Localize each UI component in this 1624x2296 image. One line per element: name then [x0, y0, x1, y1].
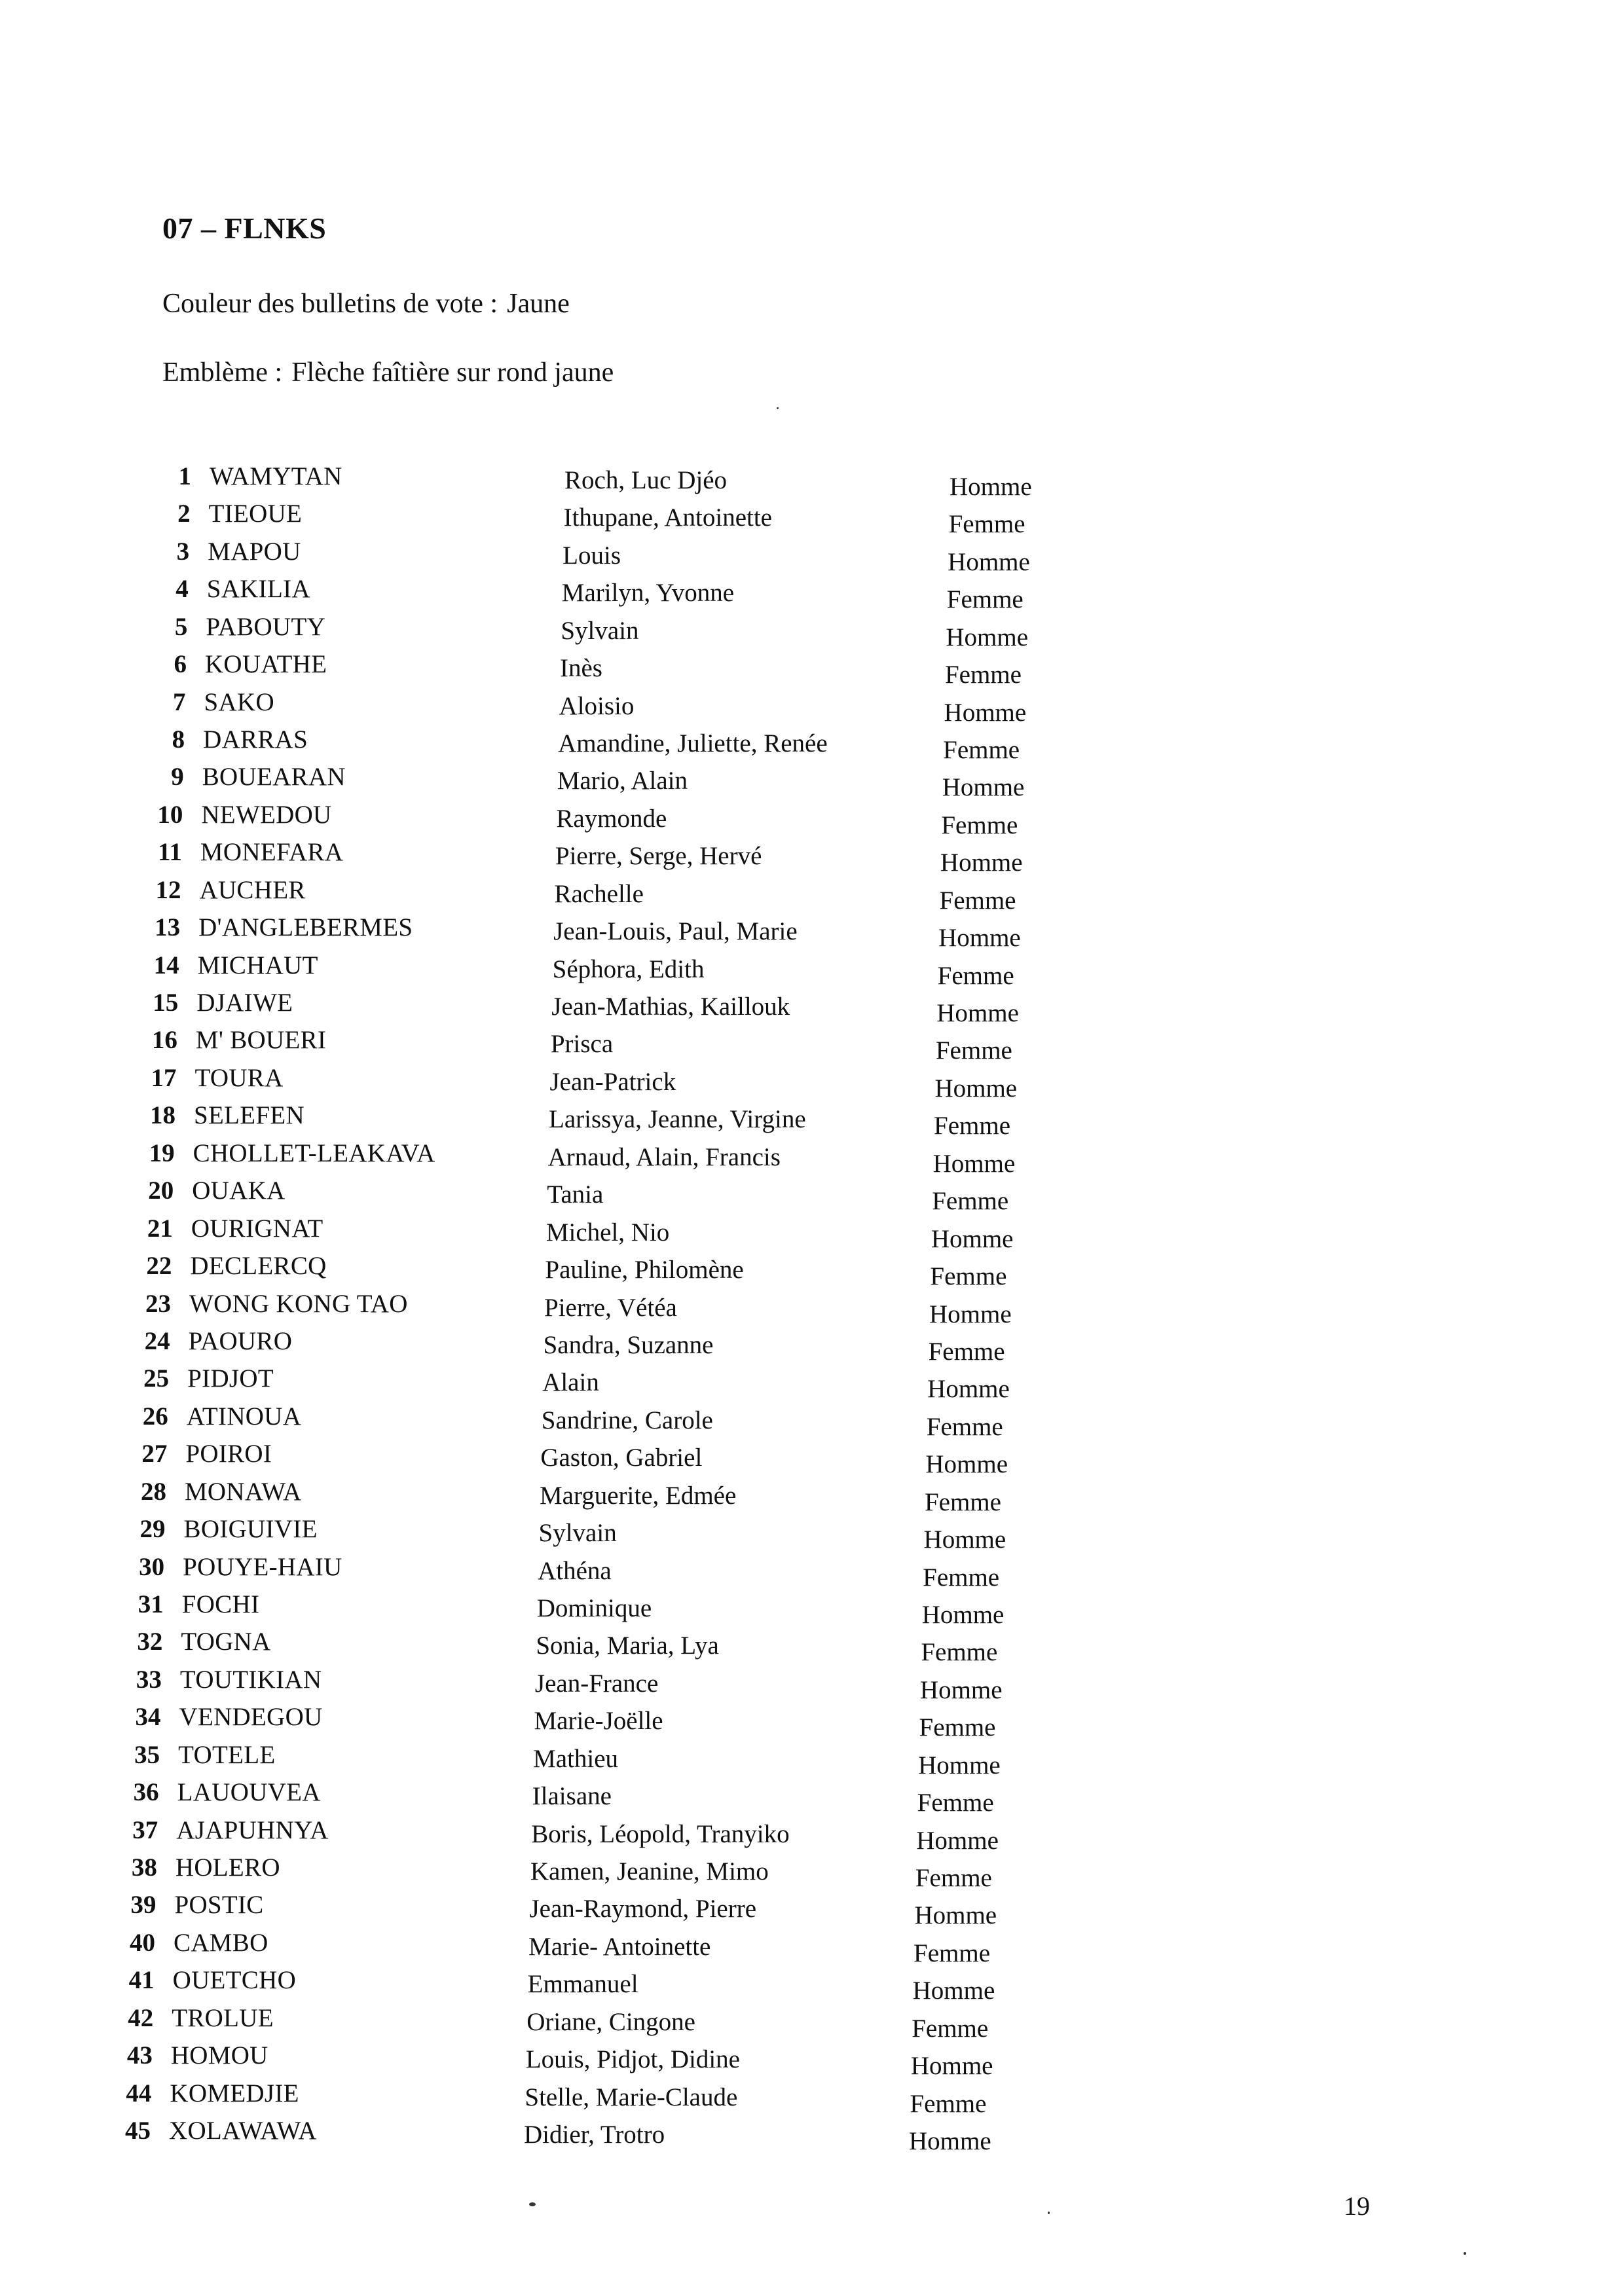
candidate-number: 11: [158, 838, 182, 867]
candidate-firstnames: Arnaud, Alain, Francis: [547, 1142, 781, 1171]
candidate-firstnames: Michel, Nio: [545, 1218, 670, 1247]
candidate-number: 17: [151, 1063, 177, 1092]
candidate-surname: KOMEDJIE: [170, 2079, 299, 2107]
candidate-surname: MONAWA: [184, 1477, 302, 1506]
candidate-number: 7: [173, 687, 186, 716]
candidate-number: 10: [157, 800, 183, 829]
candidate-gender: Femme: [910, 2089, 987, 2118]
candidate-firstnames: Raymonde: [556, 804, 667, 833]
candidate-number: 12: [155, 875, 181, 904]
candidate-gender: Femme: [923, 1563, 1000, 1592]
candidate-gender: Homme: [923, 1525, 1006, 1554]
candidate-number: 34: [135, 1703, 161, 1732]
candidate-firstnames: Sandra, Suzanne: [543, 1330, 714, 1359]
candidate-firstnames: Ilaisane: [532, 1782, 612, 1811]
candidate-surname: TROLUE: [172, 2003, 274, 2032]
candidate-firstnames: Stelle, Marie-Claude: [525, 2083, 738, 2111]
candidate-firstnames: Louis: [563, 541, 621, 570]
candidate-firstnames: Pierre, Vétéa: [544, 1293, 677, 1322]
candidate-gender: Femme: [934, 1112, 1011, 1140]
candidate-number: 42: [128, 2003, 154, 2032]
candidate-number: 3: [176, 537, 190, 566]
candidate-surname: OUAKA: [192, 1176, 286, 1205]
candidate-surname: DECLERCQ: [190, 1252, 327, 1281]
candidate-surname: TIEOUE: [208, 500, 303, 528]
candidate-surname: TOURA: [194, 1063, 284, 1092]
ballot-color-value: Jaune: [507, 289, 570, 319]
candidate-number: 25: [143, 1364, 170, 1393]
candidate-surname: WAMYTAN: [210, 462, 342, 490]
candidate-number: 37: [132, 1815, 158, 1844]
candidate-surname: OURIGNAT: [191, 1214, 323, 1243]
candidate-surname: D'ANGLEBERMES: [198, 913, 413, 942]
candidate-number: 33: [136, 1665, 162, 1694]
candidate-surname: BOUEARAN: [202, 763, 346, 792]
candidate-gender: Femme: [915, 1863, 992, 1892]
candidate-gender: Femme: [921, 1638, 998, 1667]
candidate-gender: Homme: [932, 1149, 1016, 1178]
candidate-number: 32: [137, 1628, 163, 1656]
candidate-number: 24: [144, 1326, 170, 1355]
candidate-surname: MICHAUT: [197, 951, 318, 979]
candidate-number: 35: [134, 1740, 160, 1769]
candidate-firstnames: Larissya, Jeanne, Virgine: [549, 1105, 806, 1134]
candidate-number: 20: [148, 1176, 174, 1205]
candidate-gender: Femme: [939, 886, 1016, 915]
candidate-firstnames: Athéna: [538, 1556, 612, 1585]
candidate-surname: TOTELE: [178, 1740, 276, 1769]
ballot-color-label: Couleur des bulletins de vote :: [162, 289, 498, 319]
candidate-firstnames: Jean-Mathias, Kaillouk: [551, 993, 790, 1021]
candidate-gender: Homme: [946, 623, 1029, 651]
candidate-gender: Femme: [912, 2014, 989, 2043]
candidate-surname: MAPOU: [208, 537, 301, 566]
candidate-firstnames: Aloisio: [559, 691, 635, 720]
candidate-firstnames: Tania: [547, 1180, 604, 1209]
candidate-number: 43: [126, 2041, 153, 2070]
candidate-firstnames: Gaston, Gabriel: [540, 1444, 703, 1472]
candidate-gender: Homme: [921, 1600, 1005, 1629]
candidate-gender: Homme: [948, 547, 1030, 576]
candidate-number: 38: [131, 1853, 157, 1882]
candidate-surname: MONEFARA: [200, 838, 344, 867]
candidate-surname: M' BOUERI: [195, 1026, 327, 1055]
candidate-number: 22: [146, 1252, 172, 1281]
candidate-gender: Femme: [946, 585, 1024, 614]
candidate-firstnames: Jean-Louis, Paul, Marie: [553, 917, 798, 946]
emblem-value: Flèche faîtière sur rond jaune: [291, 357, 614, 388]
candidate-number: 28: [140, 1477, 166, 1506]
candidate-surname: CHOLLET-LEAKAVA: [193, 1139, 435, 1167]
candidate-number: 6: [174, 650, 187, 679]
candidate-number: 40: [130, 1928, 156, 1957]
candidate-number: 4: [175, 575, 189, 604]
candidate-number: 15: [153, 989, 179, 1017]
candidate-surname: PABOUTY: [206, 612, 326, 641]
candidate-number: 18: [150, 1101, 176, 1130]
candidate-gender: Femme: [935, 1036, 1012, 1065]
candidate-surname: LAUOUVEA: [177, 1778, 321, 1807]
candidate-firstnames: Kamen, Jeanine, Mimo: [530, 1857, 769, 1886]
candidate-surname: AJAPUHNYA: [176, 1815, 329, 1844]
candidate-firstnames: Alain: [542, 1368, 599, 1397]
candidate-surname: SAKILIA: [206, 575, 310, 604]
candidate-gender: Homme: [918, 1751, 1001, 1779]
emblem-label: Emblème :: [162, 357, 283, 388]
candidate-firstnames: Jean-France: [534, 1669, 659, 1698]
candidate-surname: DJAIWE: [196, 989, 293, 1017]
candidate-surname: VENDEGOU: [179, 1703, 323, 1732]
candidate-gender: Homme: [931, 1224, 1014, 1253]
candidate-surname: PAOURO: [188, 1326, 293, 1355]
candidate-number: 14: [153, 951, 179, 979]
candidate-firstnames: Rachelle: [554, 879, 644, 908]
candidate-surname: PIDJOT: [187, 1364, 274, 1393]
candidate-gender: Femme: [943, 736, 1020, 765]
candidate-surname: OUETCHO: [172, 1966, 297, 1995]
candidate-surname: AUCHER: [199, 875, 306, 904]
candidate-surname: POIROI: [185, 1440, 272, 1468]
candidate-gender: Femme: [928, 1337, 1005, 1366]
candidate-gender: Homme: [950, 473, 1032, 501]
candidate-gender: Homme: [934, 1074, 1018, 1102]
candidate-surname: XOLAWAWA: [169, 2117, 317, 2145]
candidate-number: 21: [147, 1214, 173, 1243]
candidate-firstnames: Sylvain: [561, 616, 639, 645]
candidate-surname: NEWEDOU: [201, 800, 332, 829]
candidate-surname: TOUTIKIAN: [179, 1665, 322, 1694]
candidate-surname: POSTIC: [174, 1891, 264, 1920]
scan-speck: [1048, 2212, 1050, 2214]
candidate-surname: ATINOUA: [186, 1402, 302, 1430]
candidate-number: 26: [142, 1402, 168, 1430]
candidate-number: 19: [149, 1139, 175, 1167]
scan-speck: [777, 407, 779, 409]
candidate-firstnames: Prisca: [550, 1030, 614, 1059]
candidate-surname: HOMOU: [170, 2041, 268, 2070]
candidate-gender: Homme: [936, 999, 1019, 1028]
candidate-number: 9: [171, 763, 184, 792]
candidate-firstnames: Pauline, Philomène: [545, 1256, 744, 1285]
candidate-number: 27: [141, 1440, 168, 1468]
candidate-firstnames: Ithupane, Antoinette: [563, 503, 772, 532]
candidate-firstnames: Pierre, Serge, Hervé: [555, 842, 762, 871]
candidate-gender: Femme: [937, 961, 1014, 990]
candidate-firstnames: Mario, Alain: [557, 767, 688, 795]
candidate-gender: Homme: [944, 698, 1027, 727]
candidate-firstnames: Sonia, Maria, Lya: [536, 1631, 719, 1660]
candidate-gender: Homme: [942, 773, 1025, 802]
candidate-number: 36: [133, 1778, 159, 1807]
candidate-surname: DARRAS: [203, 725, 308, 754]
candidate-number: 29: [139, 1515, 166, 1544]
candidate-gender: Homme: [938, 924, 1021, 953]
candidate-firstnames: Mathieu: [533, 1744, 619, 1773]
candidate-firstnames: Marie- Antoinette: [528, 1932, 711, 1961]
candidate-surname: POUYE-HAIU: [183, 1552, 342, 1581]
scan-speck: [1464, 2252, 1466, 2255]
candidate-number: 45: [125, 2117, 151, 2145]
candidate-firstnames: Louis, Pidjot, Didine: [525, 2045, 740, 2074]
candidate-gender: Homme: [927, 1375, 1010, 1404]
candidate-firstnames: Sandrine, Carole: [541, 1406, 713, 1434]
candidate-surname: HOLERO: [175, 1853, 280, 1882]
candidate-firstnames: Séphora, Edith: [552, 955, 705, 983]
candidate-gender: Homme: [916, 1826, 999, 1855]
candidate-number: 16: [151, 1026, 177, 1055]
candidate-gender: Femme: [930, 1262, 1007, 1291]
candidate-gender: Femme: [913, 1939, 991, 1967]
candidate-gender: Homme: [940, 848, 1023, 877]
candidate-gender: Femme: [926, 1412, 1003, 1441]
candidate-number: 1: [178, 462, 191, 490]
candidate-firstnames: Sylvain: [538, 1519, 617, 1548]
candidate-surname: CAMBO: [174, 1928, 268, 1957]
candidate-firstnames: Dominique: [536, 1594, 652, 1622]
candidate-gender: Homme: [910, 2052, 993, 2081]
candidate-gender: Homme: [929, 1300, 1012, 1328]
page-number: 19: [1344, 2191, 1370, 2221]
candidate-gender: Femme: [919, 1713, 996, 1742]
candidate-number: 8: [172, 725, 185, 754]
candidate-firstnames: Marie-Joëlle: [534, 1707, 663, 1736]
candidate-surname: FOCHI: [181, 1590, 260, 1618]
candidate-firstnames: Emmanuel: [527, 1970, 638, 1999]
candidate-gender: Femme: [941, 811, 1018, 839]
candidate-gender: Femme: [924, 1487, 1001, 1516]
candidate-firstnames: Marilyn, Yvonne: [561, 579, 735, 608]
candidate-firstnames: Oriane, Cingone: [526, 2007, 695, 2036]
candidate-gender: Femme: [944, 661, 1022, 689]
candidate-firstnames: Didier, Trotro: [524, 2121, 665, 2149]
candidate-firstnames: Roch, Luc Djéo: [564, 466, 728, 494]
candidate-gender: Femme: [948, 510, 1025, 539]
candidate-gender: Femme: [917, 1789, 994, 1817]
candidate-number: 31: [138, 1590, 164, 1618]
candidate-surname: WONG KONG TAO: [189, 1289, 408, 1318]
candidate-number: 23: [145, 1289, 171, 1318]
candidate-number: 44: [126, 2079, 152, 2107]
candidate-firstnames: Jean-Raymond, Pierre: [529, 1895, 757, 1923]
candidate-gender: Homme: [914, 1901, 997, 1930]
candidate-firstnames: Amandine, Juliette, Renée: [558, 729, 828, 758]
candidate-firstnames: Marguerite, Edmée: [539, 1481, 737, 1510]
candidate-number: 30: [139, 1552, 165, 1581]
candidate-firstnames: Inès: [559, 654, 602, 683]
candidate-number: 13: [155, 913, 181, 942]
candidate-gender: Homme: [925, 1450, 1008, 1479]
candidate-number: 5: [174, 612, 188, 641]
scan-speck: [529, 2202, 536, 2206]
candidate-gender: Femme: [932, 1187, 1009, 1216]
candidate-gender: Homme: [919, 1675, 1003, 1704]
list-title: 07 – FLNKS: [162, 211, 327, 245]
candidate-number: 41: [128, 1966, 155, 1995]
candidate-surname: KOUATHE: [204, 650, 327, 679]
candidate-number: 2: [177, 500, 191, 528]
candidate-firstnames: Boris, Léopold, Tranyiko: [531, 1819, 790, 1848]
candidate-gender: Homme: [909, 2127, 991, 2155]
candidate-firstnames: Jean-Patrick: [549, 1067, 676, 1096]
candidate-surname: SELEFEN: [194, 1101, 304, 1130]
candidate-gender: Homme: [912, 1977, 995, 2005]
candidate-surname: BOIGUIVIE: [183, 1515, 318, 1544]
candidate-number: 39: [130, 1891, 157, 1920]
candidate-surname: SAKO: [204, 687, 274, 716]
candidate-surname: TOGNA: [181, 1628, 271, 1656]
